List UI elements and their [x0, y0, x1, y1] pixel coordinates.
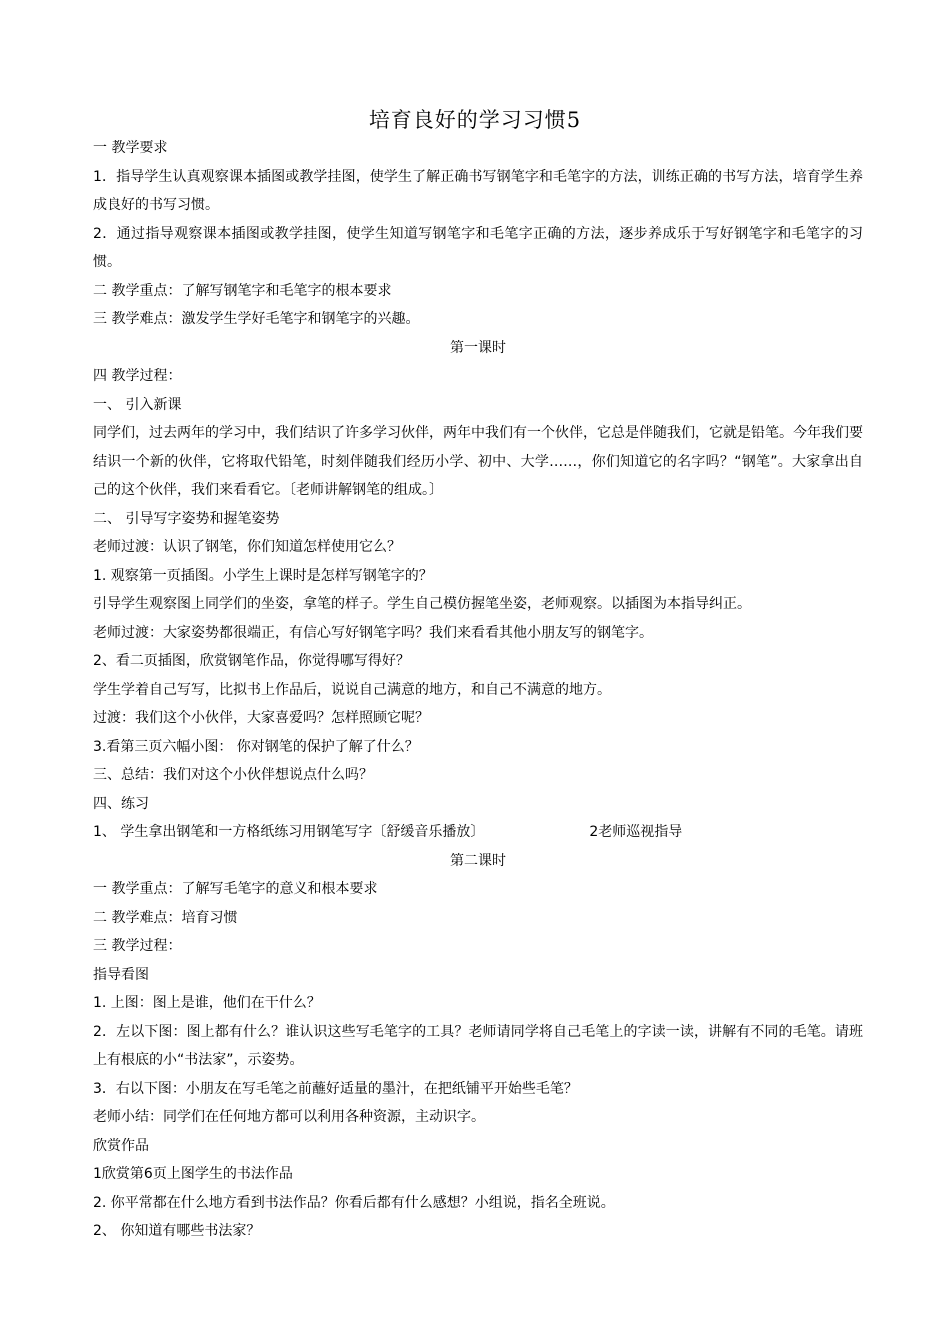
lesson-heading: 第二课时	[450, 852, 506, 869]
paragraph: 同学们，过去两年的学习中，我们结识了许多学习伙伴，两年中我们有一个伙伴，它总是伴随我们，它就是铅笔。今年我们要结识一个新的伙伴，它将取代铅笔，时刻伴随我们经历小学、初中、大学……，你们知道它的名字吗？“钢笔”。大家拿出自己的这个伙伴，我们来看看它。〔老师讲解钢笔的组成。〕	[93, 425, 863, 498]
paragraph: 2. 你平常都在什么地方看到书法作品？你看后都有什么感想？小组说，指名全班说。	[93, 1194, 615, 1211]
paragraph: 欣赏作品	[93, 1137, 149, 1154]
paragraph: 2、 你知道有哪些书法家？	[93, 1223, 261, 1239]
practice-step-2: 2老师巡视指导	[589, 824, 683, 840]
paragraph: 2．左以下图：图上都有什么？谁认识这些写毛笔字的工具？老师请同学将自己毛笔上的字读一读，讲解有不同的毛笔。请班上有根底的小“书法家”，示姿势。	[93, 1023, 863, 1068]
document-body	[93, 134, 863, 1246]
paragraph: 1欣赏第6页上图学生的书法作品	[93, 1166, 293, 1182]
practice-line	[93, 818, 863, 847]
paragraph: 老师小结：同学们在任何地方都可以利用各种资源，主动识字。	[93, 1109, 485, 1125]
paragraph: 3．右以下图：小朋友在写毛笔之前蘸好适量的墨汁，在把纸铺平开始些毛笔？	[93, 1080, 578, 1097]
practice-step-1: 1、 学生拿出钢笔和一方格纸练习用钢笔写字〔舒缓音乐播放〕	[93, 824, 485, 840]
paragraph: 四 教学过程：	[93, 368, 182, 384]
paragraph: 三 教学过程：	[93, 938, 182, 954]
paragraph: 1. 上图：图上是谁，他们在干什么？	[93, 995, 321, 1011]
paragraph: 1. 观察第一页插图。小学生上课时是怎样写钢笔字的？	[93, 567, 433, 584]
spacer	[484, 818, 589, 847]
paragraph: 二 教学重点：了解写钢笔字和毛笔字的根本要求	[93, 282, 392, 299]
document-title: 培育良好的学习习惯5	[368, 108, 582, 132]
paragraph: 1．指导学生认真观察课本插图或教学挂图，使学生了解正确书写钢笔字和毛笔字的方法，训练正确的书写方法，培育学生养成良好的书写习惯。	[93, 168, 863, 213]
paragraph: 学生学着自己写写，比拟书上作品后，说说自己满意的地方，和自己不满意的地方。	[93, 681, 611, 698]
paragraph: 四、练习	[93, 795, 149, 812]
section-heading: 一 教学要求	[93, 140, 168, 156]
paragraph: 2、看二页插图，欣赏钢笔作品，你觉得哪写得好？	[93, 653, 410, 669]
paragraph: 三 教学难点：激发学生学好毛笔字和钢笔字的兴趣。	[93, 311, 420, 327]
lesson-heading: 第一课时	[450, 339, 506, 356]
paragraph: 一、 引入新课	[93, 396, 182, 413]
paragraph: 过渡：我们这个小伙伴，大家喜爱吗？怎样照顾它呢？	[93, 710, 429, 726]
paragraph: 指导看图	[93, 966, 149, 983]
paragraph: 三、总结：我们对这个小伙伴想说点什么吗？	[93, 767, 373, 783]
paragraph: 老师过渡：认识了钢笔，你们知道怎样使用它么？	[93, 539, 401, 555]
paragraph: 2．通过指导观察课本插图或教学挂图，使学生知道写钢笔字和毛笔字正确的方法，逐步养成乐于写好钢笔字和毛笔字的习惯。	[93, 225, 863, 270]
paragraph: 引导学生观察图上同学们的坐姿，拿笔的样子。学生自己模仿握笔坐姿，老师观察。以插图为本指导纠正。	[93, 596, 751, 612]
paragraph: 老师过渡：大家姿势都很端正，有信心写好钢笔字吗？我们来看看其他小朋友写的钢笔字。	[93, 624, 653, 641]
paragraph: 一 教学重点：了解写毛笔字的意义和根本要求	[93, 881, 378, 897]
paragraph: 二 教学难点：培育习惯	[93, 909, 238, 926]
paragraph: 3.看第三页六幅小图： 你对钢笔的保护了解了什么？	[93, 738, 419, 755]
paragraph: 二、 引导写字姿势和握笔姿势	[93, 510, 280, 527]
